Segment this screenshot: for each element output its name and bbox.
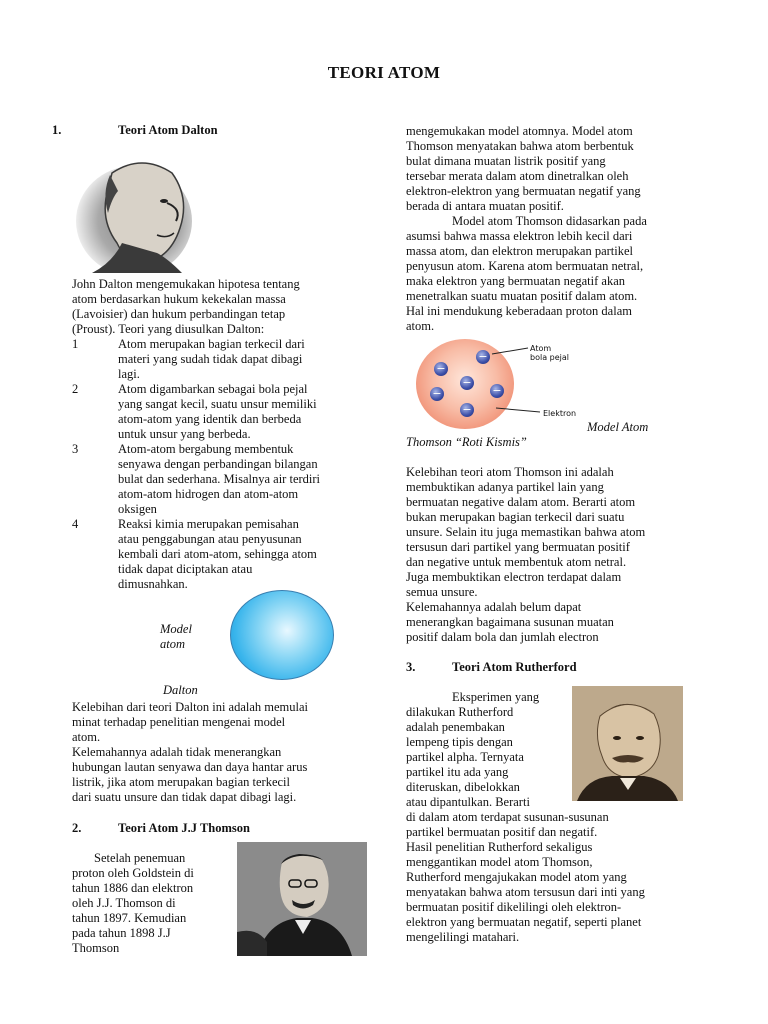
list-item-line: lagi. <box>118 367 140 381</box>
text-line: partikel alpha. Ternyata <box>406 750 524 764</box>
text-line: elektron yang bermuatan negatif, seperti planet <box>406 915 642 929</box>
text-line: Juga membuktikan electron terdapat dalam <box>406 570 622 584</box>
text-line: berada di antara muatan positif. <box>406 199 564 213</box>
text-line: Kelemahannya adalah belum dapat <box>406 600 582 614</box>
page-title: TEORI ATOM <box>327 63 441 82</box>
text-line: mengelilingi matahari. <box>406 930 520 944</box>
text-line: bukan merupakan bagian terkecil dari suatu <box>406 510 625 524</box>
text-line: Rutherford mengajukakan model atom yang <box>406 870 627 884</box>
text-line: (Lavoisier) dan hukum perbandingan tetap <box>72 307 286 321</box>
electron-particle: − <box>434 362 448 376</box>
electron-particle: − <box>460 403 474 417</box>
text-line: Kelebihan dari teori Dalton ini adalah memulai <box>72 700 309 714</box>
section-heading-thomson: Teori Atom J.J Thomson <box>118 821 250 835</box>
list-item-line: Reaksi kimia merupakan pemisahan <box>118 517 299 531</box>
label-bola-pejal: bola pejal <box>530 353 569 362</box>
section-heading-dalton: Teori Atom Dalton <box>118 123 218 137</box>
caption-roti-kismis: Thomson “Roti Kismis” <box>406 435 527 449</box>
text-line: menggantikan model atom Thomson, <box>406 855 593 869</box>
text-line: Hasil penelitian Rutherford sekaligus <box>406 840 593 854</box>
text-line: mengemukakan model atomnya. Model atom <box>406 124 633 138</box>
label-atom: Atom <box>530 344 552 353</box>
text-line: Eksperimen yang <box>452 690 540 704</box>
caption-line: Model <box>160 622 192 636</box>
list-item-line: untuk unsur yang berbeda. <box>118 427 251 441</box>
text-line: John Dalton mengemukakan hipotesa tentang <box>72 277 300 291</box>
text-line: pada tahun 1898 J.J <box>72 926 171 940</box>
text-line: hubungan lautan senyawa dan daya hantar arus <box>72 760 308 774</box>
section-number-dalton: 1. <box>52 123 62 137</box>
text-line: Setelah penemuan <box>94 851 186 865</box>
text-line: Kelemahannya adalah tidak menerangkan <box>72 745 282 759</box>
caption-line: Dalton <box>163 683 198 697</box>
text-line: menerangkan bagaimana susunan muatan <box>406 615 614 629</box>
text-line: penyusun atom. Karena atom bermuatan netral, <box>406 259 644 273</box>
text-line: massa atom, dan elektron merupakan partikel <box>406 244 634 258</box>
text-line: Model atom Thomson didasarkan pada <box>452 214 647 228</box>
text-line: bulat dimana muatan listrik positif yang <box>406 154 606 168</box>
section-heading-rutherford: Teori Atom Rutherford <box>452 660 577 674</box>
text-line: atau dipantulkan. Berarti <box>406 795 530 809</box>
thomson-portrait <box>237 842 367 956</box>
text-line: partikel bermuatan positif dan negatif. <box>406 825 598 839</box>
rutherford-portrait <box>572 686 683 801</box>
text-line: adalah penembakan <box>406 720 505 734</box>
list-item-line: bulat dan sederhana. Misalnya air terdiri <box>118 472 321 486</box>
text-line: Thomson <box>72 941 120 955</box>
text-line: atom. <box>72 730 101 744</box>
text-line: diteruskan, dibelokkan <box>406 780 520 794</box>
text-line: Hal ini mendukung keberadaan proton dalam <box>406 304 632 318</box>
list-number: 1 <box>72 337 79 351</box>
list-item-line: atau penggabungan atau penyusunan <box>118 532 302 546</box>
text-line: unsure. Selain itu juga memastikan bahwa atom <box>406 525 646 539</box>
text-line: (Proust). Teori yang diusulkan Dalton: <box>72 322 265 336</box>
electron-particle: − <box>476 350 490 364</box>
text-line: membuktikan adanya partikel lain yang <box>406 480 604 494</box>
list-item-line: yang sangat kecil, suatu unsur memiliki <box>118 397 317 411</box>
list-item-line: Atom digambarkan sebagai bola pejal <box>118 382 308 396</box>
text-line: atom. <box>406 319 435 333</box>
list-item-line: senyawa dengan perbandingan bilangan <box>118 457 318 471</box>
text-line: asumsi bahwa massa elektron lebih kecil dari <box>406 229 633 243</box>
section-number-rutherford: 3. <box>406 660 416 674</box>
text-line: Thomson menyatakan bahwa atom berbentuk <box>406 139 634 153</box>
text-line: lempeng tipis dengan <box>406 735 513 749</box>
text-line: semua unsure. <box>406 585 478 599</box>
list-number: 4 <box>72 517 79 531</box>
text-line: bermuatan negative dalam atom. Berarti atom <box>406 495 636 509</box>
text-line: di dalam atom terdapat susunan-susunan <box>406 810 609 824</box>
text-line: dari suatu unsure dan tidak dapat dibagi lagi. <box>72 790 297 804</box>
text-line: menetralkan suatu muatan positif dalam atom. <box>406 289 638 303</box>
list-item-line: dimusnahkan. <box>118 577 188 591</box>
text-line: dan negative untuk membentuk atom netral. <box>406 555 627 569</box>
text-line: positif dalam bola dan jumlah electron <box>406 630 599 644</box>
section-number-thomson: 2. <box>72 821 82 835</box>
list-number: 2 <box>72 382 79 396</box>
text-line: Kelebihan teori atom Thomson ini adalah <box>406 465 614 479</box>
text-line: tersusun dari partikel yang bermuatan positif <box>406 540 630 554</box>
text-line: dilakukan Rutherford <box>406 705 514 719</box>
list-item-line: atom-atom yang identik dan berbeda <box>118 412 302 426</box>
list-item-line: Atom-atom bergabung membentuk <box>118 442 294 456</box>
text-line: maka elektron yang bermuatan negatif akan <box>406 274 626 288</box>
text-line: tahun 1886 dan elektron <box>72 881 194 895</box>
text-line: listrik, jika atom merupakan bagian terkecil <box>72 775 290 789</box>
text-line: oleh J.J. Thomson di <box>72 896 176 910</box>
electron-particle: − <box>490 384 504 398</box>
electron-particle: − <box>430 387 444 401</box>
label-elektron: Elektron <box>543 409 577 418</box>
dalton-portrait <box>72 143 202 273</box>
list-item-line: atom-atom hidrogen dan atom-atom <box>118 487 299 501</box>
electron-particle: − <box>460 376 474 390</box>
text-line: minat terhadap penelitian mengenai model <box>72 715 286 729</box>
caption-model-atom: Model Atom <box>587 420 649 434</box>
dalton-atom-sphere <box>230 590 334 680</box>
text-line: atom berdasarkan hukum kekekalan massa <box>72 292 286 306</box>
text-line: tahun 1897. Kemudian <box>72 911 187 925</box>
text-line: partikel itu ada yang <box>406 765 509 779</box>
text-line: bermuatan positif dikelilingi oleh elektron- <box>406 900 622 914</box>
list-item-line: oksigen <box>118 502 157 516</box>
text-line: tersebar merata dalam atom dinetralkan oleh <box>406 169 629 183</box>
list-item-line: tidak dapat diciptakan atau <box>118 562 253 576</box>
list-number: 3 <box>72 442 79 456</box>
text-line: elektron-elektron yang bermuatan negatif yang <box>406 184 641 198</box>
list-item-line: kembali dari atom-atom, sehingga atom <box>118 547 317 561</box>
list-item-line: Atom merupakan bagian terkecil dari <box>118 337 305 351</box>
text-line: menyatakan bahwa atom tersusun dari inti yang <box>406 885 645 899</box>
caption-line: atom <box>160 637 185 651</box>
list-item-line: materi yang sudah tidak dapat dibagi <box>118 352 303 366</box>
text-line: proton oleh Goldstein di <box>72 866 194 880</box>
